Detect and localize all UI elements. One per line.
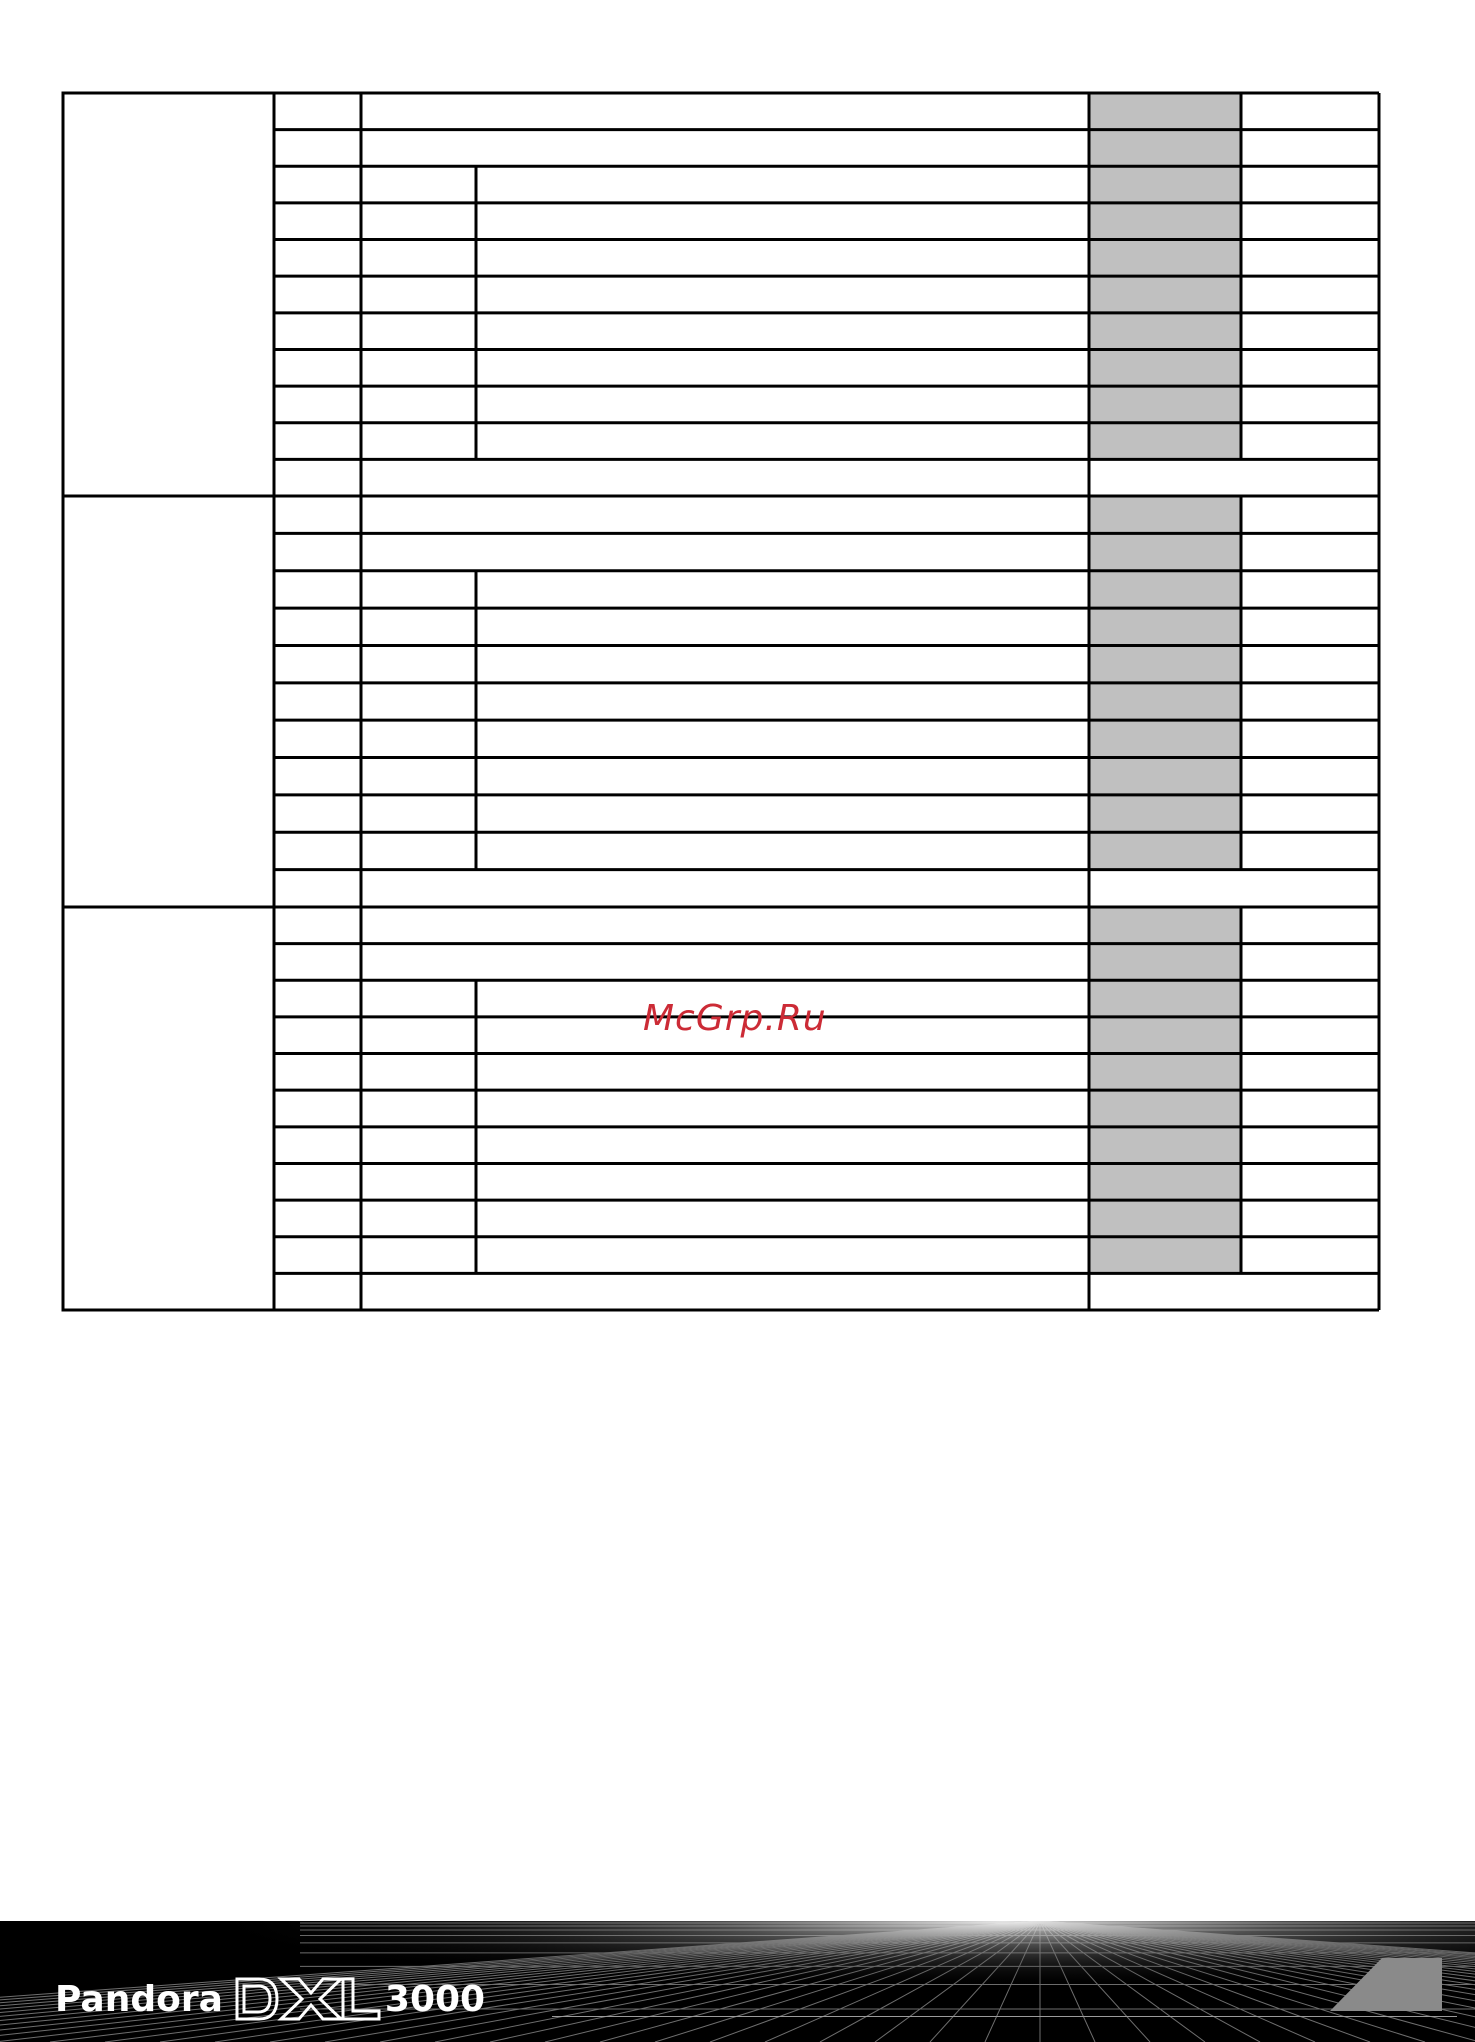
section-cell [63, 93, 274, 496]
section-cell [63, 907, 274, 1310]
model-logo [233, 1971, 485, 2027]
watermark-text[interactable]: McGrp.Ru [643, 998, 827, 1039]
footer-banner [0, 1921, 1475, 2042]
footer-rule [552, 2016, 1457, 2017]
page-tab-icon [1330, 1955, 1442, 2011]
brand-name: Pandora [55, 1978, 223, 2020]
brand-logo [55, 1971, 485, 2027]
model-number: 3000 [384, 1978, 486, 2020]
section-cell [63, 496, 274, 907]
dxl-logo-icon [233, 1971, 383, 2027]
